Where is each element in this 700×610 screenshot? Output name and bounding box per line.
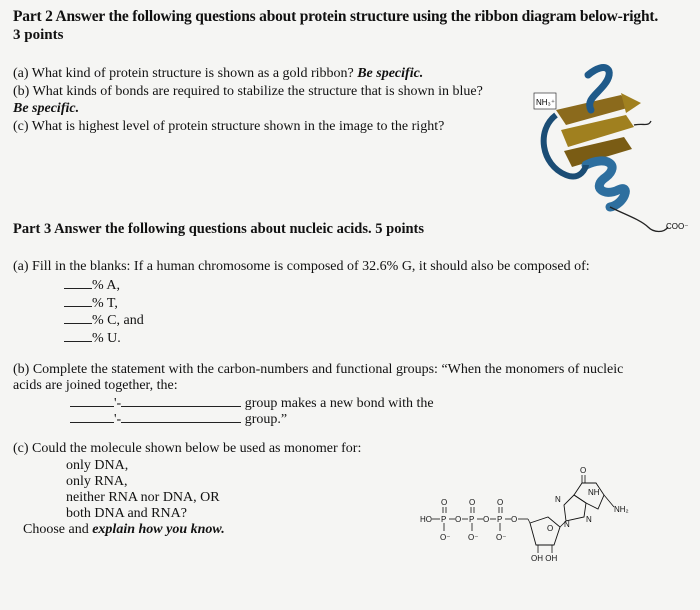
blank-label-c: % C, and bbox=[92, 313, 144, 328]
part2-question-c: (c) What is highest level of protein structure shown in the image to the right? bbox=[13, 119, 445, 134]
part2-question-a bbox=[13, 66, 423, 82]
blank-row-t bbox=[64, 294, 118, 312]
part3-heading bbox=[13, 221, 424, 238]
choose-prefix: Choose and bbox=[23, 522, 89, 537]
double-o-1: O bbox=[441, 498, 448, 507]
bridge-o-1: O bbox=[455, 515, 462, 524]
functional-group-blank-1[interactable] bbox=[121, 394, 241, 407]
coil bbox=[544, 115, 586, 176]
coo-label: COO⁻ bbox=[666, 222, 689, 231]
carbon-number-blank-1[interactable] bbox=[70, 394, 114, 407]
part2-question-b: (b) What kinds of bonds are required to stabilize the structure that is shown in blue? bbox=[13, 84, 483, 99]
option-both: both DNA and RNA? bbox=[66, 506, 187, 521]
option-only-rna: only RNA, bbox=[66, 474, 128, 489]
protein-ribbon-diagram bbox=[526, 55, 691, 240]
ring-o: O bbox=[547, 524, 554, 533]
double-o-3: O bbox=[497, 498, 504, 507]
nucleotide-molecule bbox=[418, 465, 643, 570]
prime-1: '- bbox=[114, 396, 122, 411]
part2-points: 3 points bbox=[13, 27, 64, 43]
nh2-label: NH₂ bbox=[614, 505, 629, 514]
phosphate-p-2: P bbox=[469, 515, 475, 524]
blank-a[interactable] bbox=[64, 276, 92, 289]
part2-title: Part 2 Answer the following questions about protein structure using the ribbon diagram below-right. bbox=[13, 8, 659, 25]
carbonyl-o: O bbox=[580, 466, 587, 475]
functional-group-blank-2[interactable] bbox=[121, 410, 241, 423]
blank-label-t: % T, bbox=[92, 296, 118, 311]
part2-question-a-emphasis: Be specific. bbox=[357, 66, 424, 81]
phosphate-p-3: P bbox=[497, 515, 503, 524]
blank-row-a bbox=[64, 276, 120, 294]
bridge-o-3: O bbox=[511, 515, 518, 524]
nh-label: NH bbox=[588, 488, 600, 497]
blank-t[interactable] bbox=[64, 294, 92, 307]
blank-label-a: % A, bbox=[92, 278, 120, 293]
part3-points: 5 points bbox=[375, 221, 425, 237]
bridge-o-2: O bbox=[483, 515, 490, 524]
part3-title: Part 3 Answer the following questions about nucleic acids. bbox=[13, 221, 372, 237]
purine-ring-5 bbox=[564, 495, 586, 521]
phosphate-p-1: P bbox=[441, 515, 447, 524]
blank-row-c bbox=[64, 311, 144, 329]
blank-label-u: % U. bbox=[92, 331, 121, 346]
option-neither: neither RNA nor DNA, OR bbox=[66, 490, 220, 505]
ribose-ring bbox=[530, 517, 560, 545]
part3-question-c: (c) Could the molecule shown below be used as monomer for: bbox=[13, 441, 362, 456]
part3-question-a: (a) Fill in the blanks: If a human chromosome is composed of 32.6% G, it should also be composed of: bbox=[13, 259, 590, 274]
ho-label: HO bbox=[420, 515, 432, 524]
fill-text-1: group makes a new bond with the bbox=[244, 396, 434, 411]
n-label-9: N bbox=[564, 520, 570, 529]
side-chain bbox=[634, 121, 651, 125]
option-only-dna: only DNA, bbox=[66, 458, 129, 473]
oh-oh-label: OH OH bbox=[531, 554, 558, 563]
blank-u[interactable] bbox=[64, 329, 92, 342]
double-o-2: O bbox=[469, 498, 476, 507]
o-minus-3: O⁻ bbox=[496, 533, 507, 542]
o-minus-1: O⁻ bbox=[440, 533, 451, 542]
choose-emphasis: explain how you know. bbox=[92, 522, 225, 537]
c-terminus-line bbox=[610, 207, 668, 232]
o-minus-2: O⁻ bbox=[468, 533, 479, 542]
part3-question-b-line2: acids are joined together, the: bbox=[13, 378, 178, 393]
fill-text-2: group.” bbox=[244, 412, 288, 427]
beta-strand-arrow bbox=[621, 93, 641, 113]
carbon-number-blank-2[interactable] bbox=[70, 410, 114, 423]
part2-question-b-emphasis: Be specific. bbox=[13, 101, 80, 116]
prime-2: '- bbox=[114, 412, 122, 427]
blank-row-u bbox=[64, 329, 121, 347]
nh3-label: NH₃⁺ bbox=[536, 98, 556, 107]
alpha-helix bbox=[586, 161, 625, 207]
blank-c[interactable] bbox=[64, 311, 92, 324]
n-label-7: N bbox=[555, 495, 561, 504]
n-label-3: N bbox=[586, 515, 592, 524]
choose-instruction bbox=[23, 522, 225, 538]
fill-row-2 bbox=[70, 410, 287, 428]
part2-question-a-text: (a) What kind of protein structure is shown as a gold ribbon? bbox=[13, 66, 354, 81]
part3-question-b-line1: (b) Complete the statement with the carbon-numbers and functional groups: “When the monomers of nucleic bbox=[13, 362, 624, 377]
